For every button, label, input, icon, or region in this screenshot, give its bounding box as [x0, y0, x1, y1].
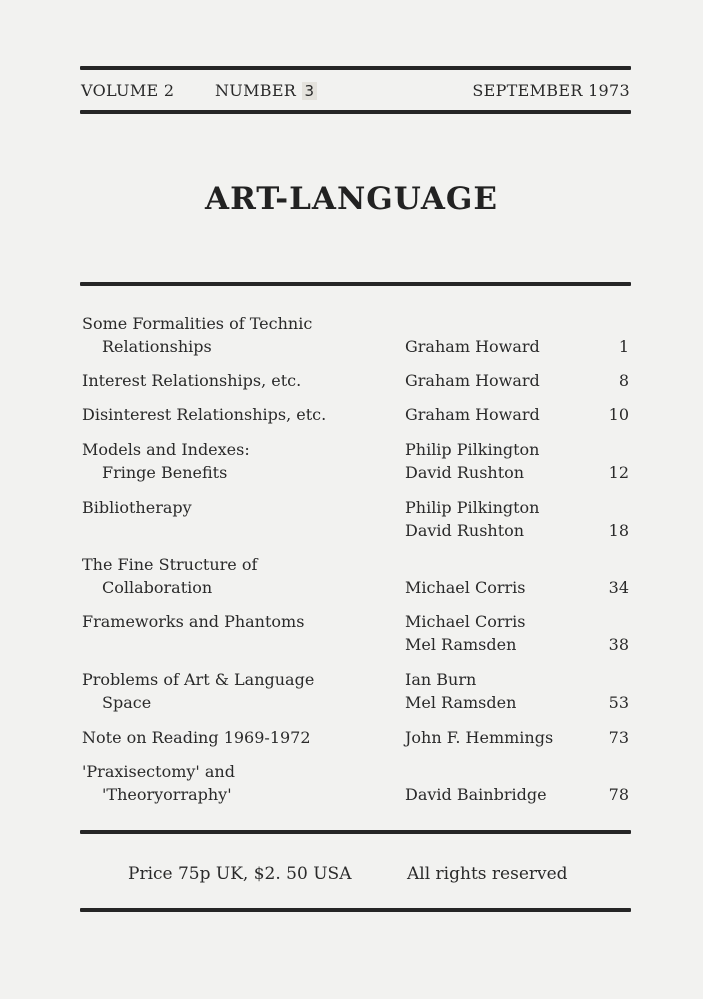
header-rule	[80, 110, 631, 114]
number-label: NUMBER	[215, 81, 297, 100]
entry-title-line: Some Formalities of Technic	[82, 314, 313, 333]
entry-author: David Rushton	[405, 521, 525, 540]
entry-page-number: 8	[618, 371, 629, 390]
entry-page-number: 18	[608, 521, 629, 540]
entry-author: Philip Pilkington	[405, 440, 540, 459]
entry-title-line: Fringe Benefits	[102, 463, 228, 482]
entry-title-line: Note on Reading 1969-1972	[82, 728, 311, 747]
top-rule	[80, 66, 631, 70]
number-value: 3	[302, 82, 318, 100]
entry-author: Graham Howard	[405, 405, 540, 424]
issue-date: SEPTEMBER 1973	[472, 81, 630, 100]
entry-title-line: 'Theoryorraphy'	[102, 785, 232, 804]
entry-page-number: 12	[608, 463, 629, 482]
journal-title: ART-LANGUAGE	[205, 181, 498, 217]
entry-author: Graham Howard	[405, 371, 540, 390]
entry-page-number: 73	[608, 728, 629, 747]
volume-label: VOLUME 2	[81, 81, 175, 100]
entry-title-line: Problems of Art & Language	[82, 670, 315, 689]
entry-title-line: Bibliotherapy	[82, 498, 192, 517]
entry-page-number: 10	[608, 405, 629, 424]
entry-title-line: The Fine Structure of	[82, 555, 258, 574]
entry-title-line: Frameworks and Phantoms	[82, 612, 305, 631]
contents-top-rule	[80, 282, 631, 286]
entry-author: Michael Corris	[405, 612, 526, 631]
contents-bottom-rule	[80, 830, 631, 834]
entry-title-line: Interest Relationships, etc.	[82, 371, 302, 390]
footer-rule	[80, 908, 631, 912]
rights-text: All rights reserved	[407, 864, 568, 884]
entry-author: David Bainbridge	[405, 785, 547, 804]
entry-author: Graham Howard	[405, 337, 540, 356]
entry-page-number: 1	[618, 337, 629, 356]
entry-page-number: 53	[608, 693, 629, 712]
entry-author: Michael Corris	[405, 578, 526, 597]
entry-page-number: 34	[608, 578, 629, 597]
entry-author: Mel Ramsden	[405, 635, 517, 654]
entry-title-line: Disinterest Relationships, etc.	[82, 405, 327, 424]
entry-title-line: Collaboration	[102, 578, 213, 597]
entry-author: David Rushton	[405, 463, 525, 482]
entry-page-number: 38	[608, 635, 629, 654]
issue-number	[215, 80, 317, 102]
entry-title-line: Space	[102, 693, 152, 712]
entry-author: Philip Pilkington	[405, 498, 540, 517]
entry-author: Ian Burn	[405, 670, 477, 689]
entry-author: Mel Ramsden	[405, 693, 517, 712]
entry-author: John F. Hemmings	[405, 728, 554, 747]
price-text: Price 75p UK, $2. 50 USA	[128, 864, 352, 884]
entry-title-line: 'Praxisectomy' and	[82, 762, 235, 781]
entry-page-number: 78	[608, 785, 629, 804]
entry-title-line: Models and Indexes:	[82, 440, 250, 459]
entry-title-line: Relationships	[102, 337, 212, 356]
